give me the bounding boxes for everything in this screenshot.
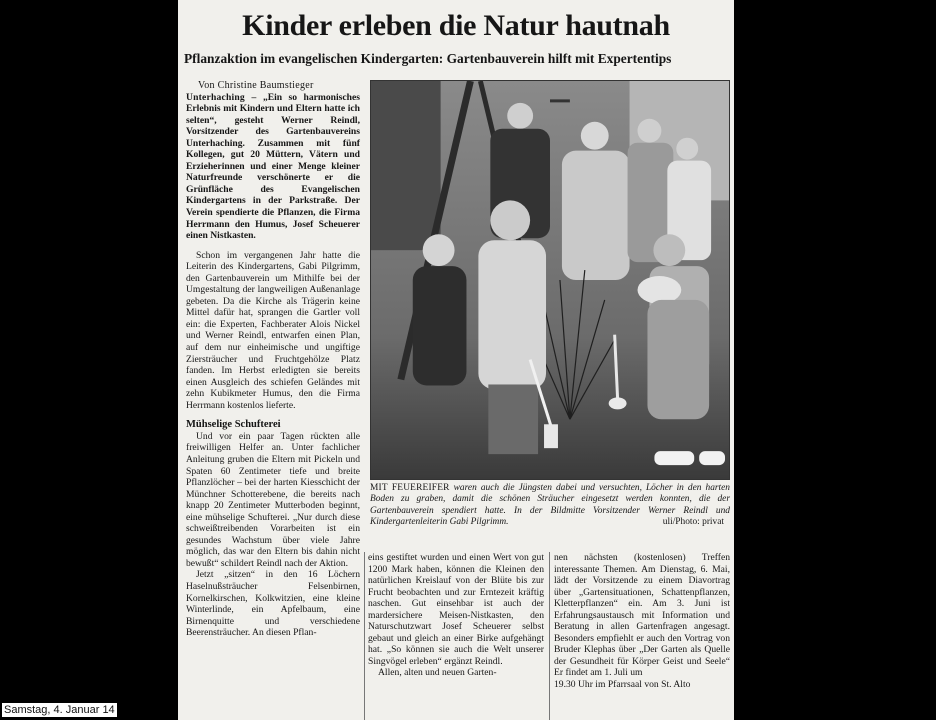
- caption-text: waren auch die Jüngsten dabei und versuchten, Löcher in den harten Boden zu graben, damit die schönen Sträucher eingesetzt werden konnten, die der Gartenbauverein spendiert hatte. In der Bildmitte Vorsitzender Werner Reindl und Kindergartenleiterin Gabi Pilgrimm.: [370, 483, 730, 527]
- caption-lead: MIT FEUEREIFER: [370, 483, 450, 493]
- article-photo: [370, 80, 730, 480]
- column-2-tail: Allen, alten und neuen Garten-: [378, 667, 497, 679]
- photo-credit: uli/Photo: privat: [662, 516, 724, 527]
- lead-text: „Ein so harmonisches Erlebnis mit Kindern und Eltern hatte ich selten“, gesteht Werner Reindl, Vorsitzender des Gartenbauvereins Unterhaching. Zusammen mit fünf Kollegen, gut 20 Müttern, Vätern und Erzieherinnen und einer Menge kleiner Naturfreunde verschönerte er die Grünfläche des Evangelischen Kindergartens in der Parkstraße. Der Verein spendierte die Pflanzen, die Firma Herrmann den Humus, Josef Scheuerer einen Nistkasten.: [186, 91, 360, 242]
- headline: Kinder erleben die Natur hautnah: [242, 9, 670, 42]
- column-rule: [364, 552, 365, 720]
- subheadline: Pflanzaktion im evangelischen Kindergarten: Gartenbauverein hilft mit Expertentips: [184, 51, 672, 66]
- paragraph-1: Schon im vergangenen Jahr hatte die Leiterin des Kindergartens, Gabi Pilgrimm, den Gartenbauverein um Mithilfe bei der Umgestaltung der langweiligen Außenanlage gebeten. Da die Kirche als Trägerin keine Mittel dafür hat, sprangen die Gartler voll ein: die Experten, Fachberater Alois Nickel und Werner Reindl, entwarfen einen Plan, auf dem nur einheimische und ungiftige Ziersträucher und Fruchtgehölze Platz fanden. Im Herbst erledigten sie bereits einen Ausgleich des schiefen Geländes mit zehn Kubikmeter Humus, den die Firma Herrmann kostenlos lieferte.: [186, 249, 360, 411]
- lead-place: Unterhaching –: [186, 91, 257, 103]
- column-rule: [549, 552, 550, 720]
- date-stamp: Samstag, 4. Januar 14: [4, 704, 115, 716]
- column-3-tail: 19.30 Uhr im Pfarrsaal von St. Alto: [554, 679, 691, 691]
- lead-paragraph: [186, 92, 360, 242]
- byline: Von Christine Baumstieger: [198, 80, 314, 91]
- photo-caption: [370, 483, 730, 528]
- column-2-text: eins gestiftet wurden und einen Wert von gut 1200 Mark haben, können die Kleinen den natürlichen Kreislauf von der Blüte bis zur Frucht beobachten und zur Erntezeit kräftig naschen. Gut einsehbar ist auch der mardersichere Meisen-Nistkasten, den Naturschutzwart Josef Scheuerer selbst gebaut und gleich an einer Birke aufgehängt hat. „So können sie auch die Welt unserer Singvögel erleben“ ergänzt Reindl.: [368, 552, 544, 667]
- paragraph-3: Jetzt „sitzen“ in den 16 Löchern Haselnußsträucher Felsenbirnen, Kornelkirschen, Kolkwitzien, eine kleine Winterlinde, ein Apfelbaum, eine Birnenquitte und verschiedene Beerensträucher. An diesen Pflan-: [186, 569, 360, 639]
- article-column-3: [554, 552, 730, 720]
- section-subhead: Mühselige Schufterei: [186, 419, 281, 431]
- newspaper-clipping: [178, 0, 734, 720]
- paragraph-2: Und vor ein paar Tagen rückten alle freiwilligen Helfer an. Unter fachlicher Anleitung gruben die Eltern mit Pickeln und Spaten 60 Zentimeter tiefe und breite Pflanzlöcher – bei der harten Kiesschicht der Münchner Schotterebene, die bereits nach knapp 20 Zentimeter Mutterboden beginnt, eine mühselige Schufterei. „Nur durch diese schweißtreibenden Vorarbeiten ist ein gesundes Wachstum über viele Jahre möglich, das war den Eltern bis dahin nicht bewußt“ schildert Reindl nach der Aktion.: [186, 430, 360, 569]
- article-column-1: [186, 80, 360, 720]
- article-column-2: [368, 552, 544, 720]
- photo-children-planting: [371, 81, 729, 479]
- column-3-text: nen nächsten (kostenlosen) Treffen interessante Themen. Am Dienstag, 6. Mai, lädt der Vorsitzende zu einem Diavortrag über „Gartensituationen, Schattenpflanzen, Kletterpflanzen“ ein. Am 3. Juni ist Erfahrungsaustausch mit Information und Beratung in allen Gartenfragen angesagt. Besonders empfiehlt er auch den Vortrag von Bruder Klephas über „Der Garten als Quelle der Gesundheit für Körper Geist und Seele“ Er findet am 1. Juli um: [554, 552, 730, 679]
